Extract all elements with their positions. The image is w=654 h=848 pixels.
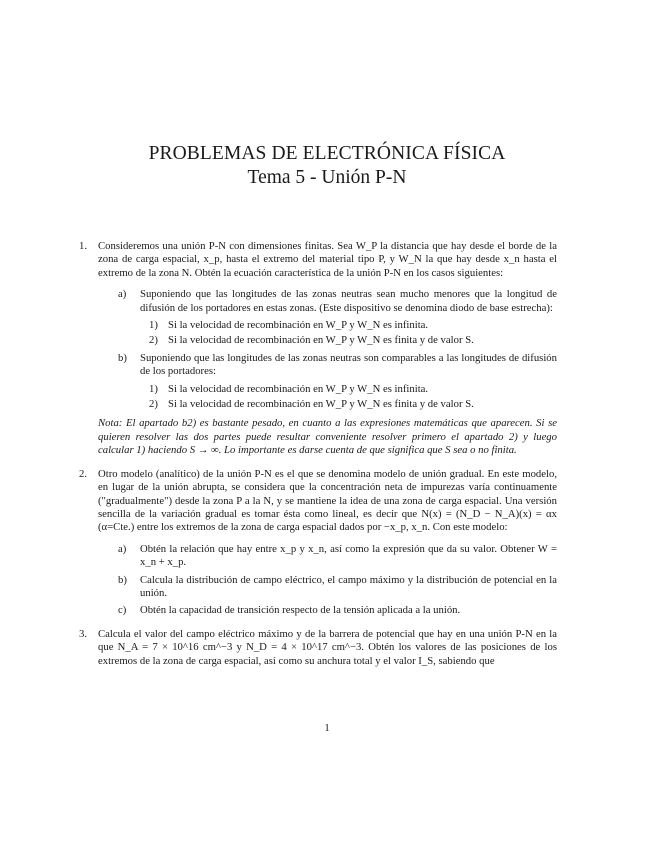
problem-2-item-c bbox=[98, 604, 557, 617]
page-number: 1 bbox=[324, 722, 330, 734]
problem-text: Calcula el valor del campo eléctrico máximo y de la barrera de potencial que hay en una unión P-N en la que N_A = 7 × 10^16 cm^−3 y N_D = 4 × 10^17 cm^−3. Obtén los valores de las posiciones de los extremos de la zona de carga espacial, así como su anchura total y el valor I_S, sabiendo que bbox=[98, 627, 557, 667]
subitem bbox=[140, 383, 557, 396]
problem-1 bbox=[79, 240, 557, 458]
item-text: Obtén la relación que hay entre x_p y x_n, así como la expresión que da su valor. Obtener W = x_n + x_p. bbox=[140, 542, 557, 569]
problem-text: Consideremos una unión P-N con dimensiones finitas. Sea W_P la distancia que hay desde el borde de la zona de carga espacial, x_p, hasta el extremo del material tipo P, y W_N la que hay desde x_n hasta el extremo de la zona N. Obtén la ecuación característica de la unión P-N en los casos siguientes: bbox=[98, 240, 557, 279]
subitem-label: 2) bbox=[149, 334, 158, 347]
problem-list bbox=[79, 240, 557, 678]
item-text: Suponiendo que las longitudes de las zonas neutras sean mucho menores que la longitud de difusión de los portadores en estas zonas. (Este dispositivo se denomina diodo de base estrecha): bbox=[140, 288, 557, 314]
item-text: Calcula la distribución de campo eléctrico, el campo máximo y la distribución de potencial en la unión. bbox=[140, 573, 557, 599]
subitem-text: Si la velocidad de recombinación en W_P y W_N es infinita. bbox=[168, 382, 429, 395]
problem-number: 1. bbox=[79, 240, 88, 252]
problem-number: 3. bbox=[79, 627, 88, 640]
item-label: b) bbox=[118, 573, 127, 586]
subitem-text: Si la velocidad de recombinación en W_P y W_N es finita y de valor S. bbox=[168, 398, 474, 411]
subitem-label: 1) bbox=[149, 319, 158, 332]
problem-number: 2. bbox=[79, 467, 88, 480]
item-label: a) bbox=[118, 542, 127, 555]
subitems bbox=[140, 383, 557, 412]
problem-1-item-b bbox=[98, 352, 557, 412]
problem-2-item-b bbox=[98, 574, 557, 601]
subitem-text: Si la velocidad de recombinación en W_P y W_N es infinita. bbox=[168, 319, 429, 332]
item-text: Suponiendo que las longitudes de las zonas neutras son comparables a las longitudes de difusión de los portadores: bbox=[140, 351, 557, 378]
problem-1-item-a bbox=[98, 288, 557, 348]
subitem-label: 2) bbox=[149, 398, 158, 411]
problem-1-note: Nota: El apartado b2) es bastante pesado, en cuanto a las expresiones matemáticas que aparecen. Si se quieren resolver las dos partes puede resultar conveniente resolver primero el apartado 2) y luego calcular 1) haciendo S → ∞. Lo importante es darse cuenta de que significa que S sea o no finita. bbox=[98, 417, 557, 457]
subitem bbox=[140, 334, 557, 347]
problem-1-items bbox=[98, 288, 557, 411]
subitems bbox=[140, 319, 557, 348]
subitem bbox=[140, 398, 557, 411]
problem-2-item-a bbox=[98, 543, 557, 570]
subitem-label: 1) bbox=[149, 382, 158, 395]
subitem-text: Si la velocidad de recombinación en W_P y W_N es finita y de valor S. bbox=[168, 334, 474, 347]
subitem bbox=[140, 319, 557, 332]
item-label: b) bbox=[118, 351, 127, 364]
document-subtitle: Tema 5 - Unión P-N bbox=[247, 167, 407, 188]
problem-2-items bbox=[98, 543, 557, 618]
problem-text: Otro modelo (analítico) de la unión P-N es el que se denomina modelo de unión gradual. En este modelo, en lugar de la unión abrupta, se considera que la concentración neta de impurezas varía continuamente ("gradualmente") desde la zona P a la N, y se mantiene la idea de una zona de carga espacial. Una versión sencilla de la variación gradual es tomar ésta como lineal, es decir que N(x) = (N_D − N_A)(x) = αx (α=Cte.) entre los extremos de la zona de carga espacial dados por −x_p, x_n. Con este modelo: bbox=[98, 467, 557, 534]
problem-2 bbox=[79, 468, 557, 618]
item-text: Obtén la capacidad de transición respecto de la tensión aplicada a la unión. bbox=[140, 604, 461, 617]
document-title: PROBLEMAS DE ELECTRÓNICA FÍSICA bbox=[148, 143, 506, 164]
problem-3 bbox=[79, 628, 557, 668]
item-label: c) bbox=[118, 604, 127, 617]
item-label: a) bbox=[118, 288, 127, 301]
